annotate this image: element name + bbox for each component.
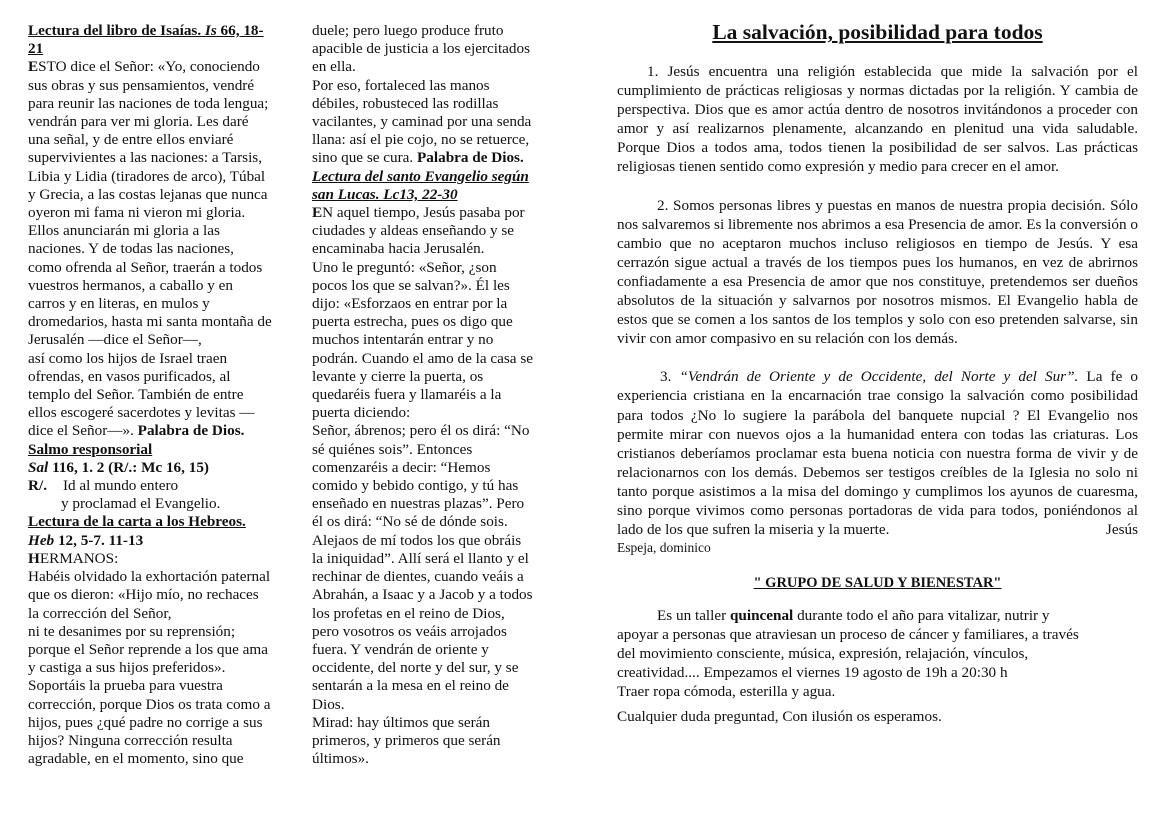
group-line-6: Cualquier duda preguntad, Con ilusión os esperamos. bbox=[617, 708, 942, 726]
hebreos-text bbox=[28, 568, 298, 768]
text-line: naciones. Y de todas las naciones, bbox=[28, 240, 234, 258]
text-line: oyeron mi fama ni vieron mi gloria. bbox=[28, 204, 246, 222]
text-line: dijo: «Esforzaos en entrar por la bbox=[312, 295, 508, 313]
text-line: rechinar de dientes, cuando veáis a bbox=[312, 568, 524, 586]
hebreos-ref: Heb 12, 5-7. 11-13 bbox=[28, 531, 144, 549]
text-line: porque el Señor reprende a los que ama bbox=[28, 640, 268, 658]
readings-column-1 bbox=[28, 22, 298, 768]
text-line: vendrán para ver mi gloria. Les daré bbox=[28, 113, 249, 131]
text-line: Ellos anunciarán mi gloria a las bbox=[28, 222, 220, 240]
isaias-heading-ref: 21 bbox=[28, 40, 44, 58]
text-line: apacible de justicia a los ejercitados bbox=[312, 40, 531, 58]
text-line: fuera. Y vendrán de oriente y bbox=[312, 640, 489, 658]
text-line: puerta estrecha, pues os digo que bbox=[312, 313, 513, 331]
text-line: pero vosotros os veáis arrojados bbox=[312, 622, 507, 640]
text-line: y castiga a sus hijos preferidos». bbox=[28, 659, 226, 677]
salmo-response: R/. Id al mundo entero bbox=[28, 477, 179, 495]
text-line: sé quiénes sois”. Entonces bbox=[312, 440, 473, 458]
reflection-paragraph-2: 2. Somos personas libres y puestas en manos de nuestra propia decisión. Sólo nos salvaremos si libremente nos abrimos a esa Presencia de amor. Es la conversión o cambio que no aceptaron muchos incluso religiosos en tiempo de Jesús. Y esa cerrazón sigue actual a través de los tiempos pues los humanos, en vez de abrirnos confiadamente a esa Presencia de amor que nos constituye, pretendemos ser dueños absolutos de la situación y salvarnos por nosotros mismos. El Evangelio habla de estos que se comen a los santos de los templos y solo con eso pretenden salvarse, sin vivir con amor compasivo en su relación con los demás. bbox=[617, 196, 1138, 348]
reflection-quote: “Vendrán de Oriente y de Occidente, del Norte y del Sur”. bbox=[679, 368, 1079, 386]
initial-letter: E bbox=[28, 58, 39, 76]
text-line: últimos». bbox=[312, 750, 369, 768]
text-line: los profetas en el reino de Dios, bbox=[312, 604, 505, 622]
text-line: la iniquidad”. Allí será el llanto y el bbox=[312, 549, 529, 567]
reflection-page bbox=[617, 18, 1138, 726]
text-line: enseñado en nuestras plazas”. Pero bbox=[312, 495, 525, 513]
readings-column-2 bbox=[312, 22, 558, 768]
text-line: Soportáis la prueba para vuestra bbox=[28, 677, 223, 695]
text-line: Mirad: hay últimos que serán bbox=[312, 713, 490, 731]
text-line: ofrendas, en vasos purificados, al bbox=[28, 367, 231, 385]
text-line: débiles, robusteced las rodillas bbox=[312, 94, 499, 112]
group-line-4: creatividad.... Empezamos el viernes 19 agosto de 19h a 20:30 h bbox=[617, 664, 1008, 682]
hebreos-first-line: HERMANOS: bbox=[28, 549, 119, 567]
palabra-de-dios: Palabra de Dios. bbox=[417, 149, 524, 167]
text-line: hijos? Ninguna corrección resulta bbox=[28, 731, 233, 749]
text-line: Señor, ábrenos; pero él os dirá: “No bbox=[312, 422, 530, 440]
text-line: y Grecia, a las costas lejanas que nunca bbox=[28, 185, 268, 203]
text-line: ciudades y aldeas enseñando y se bbox=[312, 222, 515, 240]
text-line: sentarán a la mesa en el reino de bbox=[312, 677, 509, 695]
isaias-last-line: dice el Señor—». Palabra de Dios. bbox=[28, 422, 245, 440]
text-line: para reunir las naciones de toda lengua; bbox=[28, 94, 269, 112]
text-line: primeros, y primeros que serán bbox=[312, 731, 501, 749]
text-line: Uno le preguntó: «Señor, ¿son bbox=[312, 258, 497, 276]
group-line-3: del movimiento consciente, música, expresión, relajación, vínculos, bbox=[617, 645, 1029, 663]
text-line: Dios. bbox=[312, 695, 345, 713]
text-line: en ella. bbox=[312, 58, 356, 76]
reflection-paragraph-1: 1. Jesús encuentra una religión establecida que mide la salvación por el cumplimiento de prácticas religiosas y normas dictadas por la religión. Y cambia de perspectiva. Dios que es amor actúa dentro de nosotros invitándonos a proceder con amor y así realizarnos plenamente, alcanzando en plenitud una vida saludable. Porque Dios a todos ama, todos tienen la posibilidad de ser salvos. Las prácticas religiosas tienen sentido como expresión y medio para crecer en el amor. bbox=[617, 63, 1138, 176]
author-first-name: Jesús bbox=[1105, 521, 1138, 539]
text-line: vuestros hermanos, a caballo y en bbox=[28, 276, 233, 294]
group-title: " GRUPO DE SALUD Y BIENESTAR" bbox=[753, 575, 1002, 592]
text-line: así como los hijos de Israel traen bbox=[28, 349, 228, 367]
text-line: ni te desanimes por su reprensión; bbox=[28, 622, 236, 640]
hebreos-text-continued bbox=[312, 22, 558, 149]
text-line: vacilantes, y caminad por una senda bbox=[312, 113, 532, 131]
text-line: sus obras y sus pensamientos, vendré bbox=[28, 76, 255, 94]
text-line: Habéis olvidado la exhortación paternal bbox=[28, 568, 271, 586]
text-line: hijos, pues ¿qué padre no corrige a sus bbox=[28, 713, 263, 731]
salmo-response-2: y proclamad el Evangelio. bbox=[61, 495, 221, 513]
isaias-text bbox=[28, 58, 298, 422]
evangelio-text bbox=[312, 204, 558, 768]
evangelio-heading: Lectura del santo Evangelio según bbox=[312, 167, 529, 185]
text-line: duele; pero luego produce fruto bbox=[312, 22, 504, 39]
text-line: corrección, porque Dios os trata como a bbox=[28, 695, 271, 713]
text-line: carros y en literas, en mulos y bbox=[28, 295, 210, 313]
text-line: Jerusalén —dice el Señor—, bbox=[28, 331, 202, 349]
text-line: como ofrenda al Señor, traerán a todos bbox=[28, 258, 263, 276]
palabra-de-dios: Palabra de Dios. bbox=[137, 422, 245, 440]
reflection-paragraph-3: 3. “Vendrán de Oriente y de Occidente, del Norte y del Sur”. La fe o experiencia cristiana en la encarnación trae consigo la salvación como posibilidad para todos ¿No lo sugiere la parábola del banquete nupcial ? El Evangelio nos permite mirar con nuevos ojos a la humanidad entera con todas las criaturas. Los cristianos deberíamos proclamar esta buena noticia con nuestra forma de vivir y de relacionarnos con los demás. Debemos ser testigos creíbles de la Iglesia no solo ni tanto porque asistimos a la misa del domingo y cumplimos los ayunos de cuaresma, sino porque vivimos como personas portadoras de vida para todos, poniéndonos al lado de los que sufren la miseria y la muerte. Jesús bbox=[617, 368, 1139, 539]
text-line: que os dieron: «Hijo mío, no rechaces bbox=[28, 586, 259, 604]
text-line: ellos escogeré sacerdotes y levitas — bbox=[28, 404, 255, 422]
hebreos-last-line: sino que se cura. Palabra de Dios. bbox=[312, 149, 524, 167]
text-line: pocos los que se salvan?». Él les bbox=[312, 276, 510, 294]
group-line-2: apoyar a personas que atraviesan un proceso de cáncer y familiares, a través bbox=[617, 626, 1079, 644]
text-line: comenzaréis a decir: “Hemos bbox=[312, 458, 491, 476]
text-line: puerta diciendo: bbox=[312, 404, 411, 422]
text-line: llana: así el pie cojo, no se retuerce, bbox=[312, 131, 530, 149]
text-line: templo del Señor. También de entre bbox=[28, 386, 244, 404]
text-line: Por eso, fortaleced las manos bbox=[312, 76, 490, 94]
text-line: comido y bebido contigo, y tú has bbox=[312, 477, 519, 495]
text-line: una señal, y de entre ellos enviaré bbox=[28, 131, 234, 149]
page-title: La salvación, posibilidad para todos bbox=[712, 20, 1043, 44]
text-line: levante y cierre la puerta, os bbox=[312, 367, 484, 385]
text-line: ESTO dice el Señor: «Yo, conociendo bbox=[28, 58, 260, 76]
text-line: podrán. Cuando el amo de la casa se bbox=[312, 349, 533, 367]
text-line: supervivientes a las naciones: a Tarsis, bbox=[28, 149, 262, 167]
author-signature: Espeja, dominico bbox=[617, 540, 711, 556]
salmo-heading: Salmo responsorial bbox=[28, 440, 153, 458]
text-line: la corrección del Señor, bbox=[28, 604, 172, 622]
isaias-heading: Lectura del libro de Isaías. Is 66, 18- bbox=[28, 22, 264, 39]
salmo-ref: Sal 116, 1. 2 (R/.: Mc 16, 15) bbox=[28, 458, 209, 476]
text-line: Libia y Lidia (tiradores de arco), Túbal bbox=[28, 167, 266, 185]
text-line: encaminaba hacia Jerusalén. bbox=[312, 240, 485, 258]
evangelio-heading-ref: san Lucas. Lc13, 22-30 bbox=[312, 185, 458, 203]
text-line: él os dirá: “No sé de dónde sois. bbox=[312, 513, 508, 531]
text-line: occidente, del norte y del sur, y se bbox=[312, 659, 519, 677]
text-line: agradable, en el momento, sino que bbox=[28, 750, 244, 768]
group-line-1: Es un taller quincenal durante todo el año para vitalizar, nutrir y bbox=[657, 607, 1050, 625]
text-line: EN aquel tiempo, Jesús pasaba por bbox=[312, 204, 525, 222]
group-announcement bbox=[617, 606, 1138, 726]
text-line: Abrahán, a Isaac y a Jacob y a todos bbox=[312, 586, 533, 604]
text-line: Alejaos de mí todos los que obráis bbox=[312, 531, 522, 549]
group-line-5: Traer ropa cómoda, esterilla y agua. bbox=[617, 683, 836, 701]
text-line: quedaréis fuera y llamaréis a la bbox=[312, 386, 502, 404]
initial-letter: E bbox=[312, 204, 323, 222]
text-line: muchos intentarán entrar y no bbox=[312, 331, 494, 349]
text-line: dromedarios, hasta mi santa montaña de bbox=[28, 313, 272, 331]
hebreos-heading: Lectura de la carta a los Hebreos. bbox=[28, 513, 246, 531]
